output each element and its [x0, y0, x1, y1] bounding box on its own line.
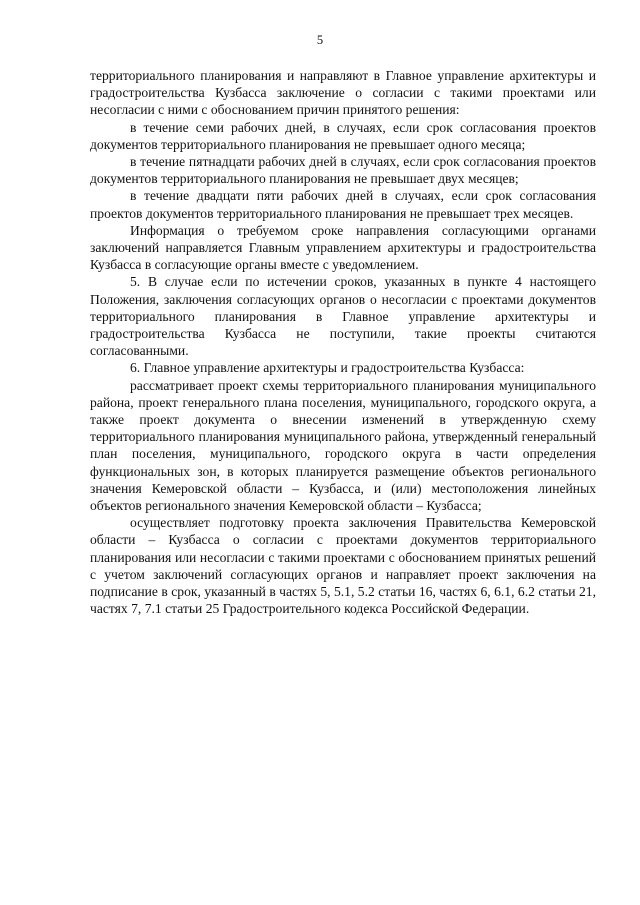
paragraph-fifteen-days: в течение пятнадцати рабочих дней в случаях, если срок согласования проектов документов территориального планирования не превышает двух месяцев;	[90, 154, 596, 187]
paragraph-seven-days: в течение семи рабочих дней, в случаях, если срок согласования проектов документов территориального планирования не превышает одного месяца;	[90, 119, 596, 152]
document-body	[90, 67, 596, 618]
paragraph-item-5: 5. В случае если по истечении сроков, указанных в пункте 4 настоящего Положения, заключения согласующих органов о несогласии с проектами документов территориального планирования в Главное управление архитектуры и градостроительства Кузбасса не поступили, такие проекты считаются согласованными.	[90, 274, 596, 359]
paragraph-reviews-project: рассматривает проект схемы территориального планирования муниципального района, проект генерального плана поселения, муниципального, городского округа, а также проект документа о внесении изменений в утвержденную схему территориального планирования муниципального района, утвержденный генеральный план поселения, муниципального, городского округа в части определения функциональных зон, в которых планируется размещение объектов регионального значения Кемеровской области – Кузбасса, и (или) местоположения линейных объектов регионального значения Кемеровской области – Кузбасса;	[90, 377, 596, 514]
paragraph-twenty-five-days: в течение двадцати пяти рабочих дней в случаях, если срок согласования проектов документов территориального планирования не превышает трех месяцев.	[90, 188, 596, 221]
page-number: 5	[316, 33, 324, 47]
paragraph-continuation: территориального планирования и направляют в Главное управление архитектуры и градостроительства Кузбасса заключение о согласии с такими проектами или несогласии с ними с обоснованием причин принятого решения:	[90, 68, 596, 118]
paragraph-prepares-conclusion: осуществляет подготовку проекта заключения Правительства Кемеровской области – Кузбасса о согласии с проектами документов территориального планирования или несогласии с такими проектами с обоснованием принятых решений с учетом заключений согласующих органов и направляет проект заключения на подписание в срок, указанный в частях 5, 5.1, 5.2 статьи 16, частях 6, 6.1, 6.2 статьи 21, частях 7, 7.1 статьи 25 Градостроительного кодекса Российской Федерации.	[90, 515, 596, 617]
paragraph-item-6: 6. Главное управление архитектуры и градостроительства Кузбасса:	[130, 360, 525, 376]
paragraph-deadline-info: Информация о требуемом сроке направления согласующими органами заключений направляется Главным управлением архитектуры и градостроительства Кузбасса в согласующие органы вместе с уведомлением.	[90, 222, 596, 273]
